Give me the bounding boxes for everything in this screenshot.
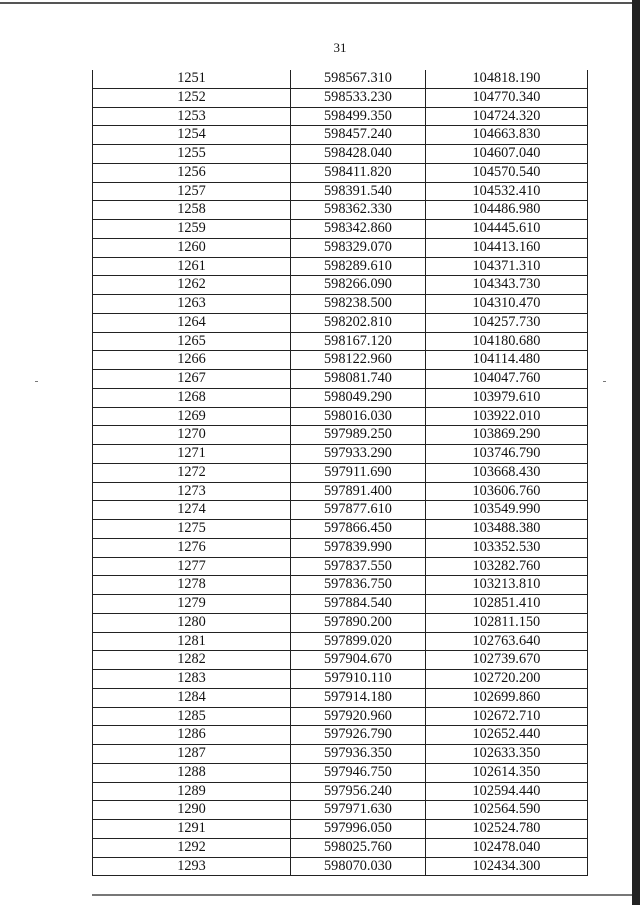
table-row xyxy=(93,670,588,689)
table-row xyxy=(93,201,588,220)
y-coordinate-cell: 104413.160 xyxy=(426,238,588,257)
point-number-cell: 1251 xyxy=(93,70,291,88)
table-row xyxy=(93,182,588,201)
point-number-cell: 1266 xyxy=(93,351,291,370)
point-number-cell: 1275 xyxy=(93,520,291,539)
x-coordinate-cell: 598167.120 xyxy=(291,332,426,351)
y-coordinate-cell: 103979.610 xyxy=(426,388,588,407)
x-coordinate-cell: 597899.020 xyxy=(291,632,426,651)
point-number-cell: 1262 xyxy=(93,276,291,295)
table-row xyxy=(93,407,588,426)
table-row xyxy=(93,126,588,145)
table-row xyxy=(93,88,588,107)
x-coordinate-cell: 597837.550 xyxy=(291,557,426,576)
y-coordinate-cell: 102564.590 xyxy=(426,801,588,820)
point-number-cell: 1268 xyxy=(93,388,291,407)
y-coordinate-cell: 102594.440 xyxy=(426,782,588,801)
table-row xyxy=(93,745,588,764)
point-number-cell: 1273 xyxy=(93,482,291,501)
y-coordinate-cell: 102851.410 xyxy=(426,595,588,614)
x-coordinate-cell: 598499.350 xyxy=(291,107,426,126)
x-coordinate-cell: 597884.540 xyxy=(291,595,426,614)
point-number-cell: 1285 xyxy=(93,707,291,726)
y-coordinate-cell: 104257.730 xyxy=(426,313,588,332)
table-row xyxy=(93,482,588,501)
scan-edge-top xyxy=(0,2,636,4)
y-coordinate-cell: 102720.200 xyxy=(426,670,588,689)
y-coordinate-cell: 103746.790 xyxy=(426,445,588,464)
scan-speck xyxy=(35,381,38,382)
x-coordinate-cell: 598070.030 xyxy=(291,857,426,876)
x-coordinate-cell: 598391.540 xyxy=(291,182,426,201)
y-coordinate-cell: 104770.340 xyxy=(426,88,588,107)
table-row xyxy=(93,257,588,276)
x-coordinate-cell: 597911.690 xyxy=(291,463,426,482)
x-coordinate-cell: 597971.630 xyxy=(291,801,426,820)
table-row xyxy=(93,426,588,445)
table-row xyxy=(93,313,588,332)
y-coordinate-cell: 104445.610 xyxy=(426,220,588,239)
x-coordinate-cell: 597926.790 xyxy=(291,726,426,745)
table-row xyxy=(93,295,588,314)
point-number-cell: 1255 xyxy=(93,145,291,164)
y-coordinate-cell: 102739.670 xyxy=(426,651,588,670)
y-coordinate-cell: 104180.680 xyxy=(426,332,588,351)
point-number-cell: 1267 xyxy=(93,370,291,389)
x-coordinate-cell: 597877.610 xyxy=(291,501,426,520)
table-row xyxy=(93,276,588,295)
point-number-cell: 1257 xyxy=(93,182,291,201)
y-coordinate-cell: 104570.540 xyxy=(426,163,588,182)
y-coordinate-cell: 104818.190 xyxy=(426,70,588,88)
point-number-cell: 1258 xyxy=(93,201,291,220)
y-coordinate-cell: 102524.780 xyxy=(426,820,588,839)
table-row xyxy=(93,820,588,839)
table-row xyxy=(93,445,588,464)
point-number-cell: 1279 xyxy=(93,595,291,614)
point-number-cell: 1289 xyxy=(93,782,291,801)
point-number-cell: 1256 xyxy=(93,163,291,182)
y-coordinate-cell: 104371.310 xyxy=(426,257,588,276)
y-coordinate-cell: 102652.440 xyxy=(426,726,588,745)
y-coordinate-cell: 102811.150 xyxy=(426,613,588,632)
x-coordinate-cell: 598362.330 xyxy=(291,201,426,220)
point-number-cell: 1293 xyxy=(93,857,291,876)
table-row xyxy=(93,576,588,595)
x-coordinate-cell: 598081.740 xyxy=(291,370,426,389)
point-number-cell: 1292 xyxy=(93,838,291,857)
table-row xyxy=(93,726,588,745)
table-row xyxy=(93,538,588,557)
x-coordinate-cell: 598025.760 xyxy=(291,838,426,857)
y-coordinate-cell: 103352.530 xyxy=(426,538,588,557)
x-coordinate-cell: 597956.240 xyxy=(291,782,426,801)
point-number-cell: 1272 xyxy=(93,463,291,482)
table-body xyxy=(93,70,588,876)
y-coordinate-cell: 104310.470 xyxy=(426,295,588,314)
table-row xyxy=(93,857,588,876)
y-coordinate-cell: 103922.010 xyxy=(426,407,588,426)
table-row xyxy=(93,332,588,351)
x-coordinate-cell: 597920.960 xyxy=(291,707,426,726)
table-row xyxy=(93,70,588,88)
point-number-cell: 1254 xyxy=(93,126,291,145)
x-coordinate-cell: 598202.810 xyxy=(291,313,426,332)
point-number-cell: 1264 xyxy=(93,313,291,332)
x-coordinate-cell: 598266.090 xyxy=(291,276,426,295)
point-number-cell: 1281 xyxy=(93,632,291,651)
table-row xyxy=(93,632,588,651)
point-number-cell: 1265 xyxy=(93,332,291,351)
point-number-cell: 1270 xyxy=(93,426,291,445)
y-coordinate-cell: 102633.350 xyxy=(426,745,588,764)
point-number-cell: 1261 xyxy=(93,257,291,276)
table-row xyxy=(93,163,588,182)
table-row xyxy=(93,351,588,370)
table-row xyxy=(93,707,588,726)
x-coordinate-cell: 598289.610 xyxy=(291,257,426,276)
point-number-cell: 1290 xyxy=(93,801,291,820)
x-coordinate-cell: 597866.450 xyxy=(291,520,426,539)
x-coordinate-cell: 598411.820 xyxy=(291,163,426,182)
y-coordinate-cell: 103606.760 xyxy=(426,482,588,501)
point-number-cell: 1288 xyxy=(93,763,291,782)
x-coordinate-cell: 598428.040 xyxy=(291,145,426,164)
y-coordinate-cell: 102478.040 xyxy=(426,838,588,857)
table-row xyxy=(93,688,588,707)
table-row xyxy=(93,557,588,576)
x-coordinate-cell: 598457.240 xyxy=(291,126,426,145)
table-row xyxy=(93,220,588,239)
x-coordinate-cell: 597946.750 xyxy=(291,763,426,782)
x-coordinate-cell: 597996.050 xyxy=(291,820,426,839)
table-row xyxy=(93,107,588,126)
x-coordinate-cell: 598567.310 xyxy=(291,70,426,88)
x-coordinate-cell: 597839.990 xyxy=(291,538,426,557)
table-row xyxy=(93,782,588,801)
y-coordinate-cell: 104343.730 xyxy=(426,276,588,295)
table-row xyxy=(93,238,588,257)
point-number-cell: 1286 xyxy=(93,726,291,745)
point-number-cell: 1278 xyxy=(93,576,291,595)
y-coordinate-cell: 104114.480 xyxy=(426,351,588,370)
x-coordinate-cell: 597904.670 xyxy=(291,651,426,670)
y-coordinate-cell: 104663.830 xyxy=(426,126,588,145)
point-number-cell: 1259 xyxy=(93,220,291,239)
point-number-cell: 1291 xyxy=(93,820,291,839)
coordinates-table xyxy=(92,70,588,876)
scan-edge-bottom xyxy=(92,894,632,896)
y-coordinate-cell: 102614.350 xyxy=(426,763,588,782)
table-row xyxy=(93,763,588,782)
y-coordinate-cell: 104486.980 xyxy=(426,201,588,220)
table-row xyxy=(93,520,588,539)
table-row xyxy=(93,388,588,407)
point-number-cell: 1280 xyxy=(93,613,291,632)
y-coordinate-cell: 103549.990 xyxy=(426,501,588,520)
y-coordinate-cell: 103213.810 xyxy=(426,576,588,595)
point-number-cell: 1260 xyxy=(93,238,291,257)
x-coordinate-cell: 597890.200 xyxy=(291,613,426,632)
table-row xyxy=(93,501,588,520)
x-coordinate-cell: 597891.400 xyxy=(291,482,426,501)
point-number-cell: 1287 xyxy=(93,745,291,764)
point-number-cell: 1277 xyxy=(93,557,291,576)
point-number-cell: 1283 xyxy=(93,670,291,689)
point-number-cell: 1252 xyxy=(93,88,291,107)
x-coordinate-cell: 598122.960 xyxy=(291,351,426,370)
point-number-cell: 1274 xyxy=(93,501,291,520)
y-coordinate-cell: 103488.380 xyxy=(426,520,588,539)
point-number-cell: 1253 xyxy=(93,107,291,126)
table-row xyxy=(93,651,588,670)
y-coordinate-cell: 102434.300 xyxy=(426,857,588,876)
table-row xyxy=(93,463,588,482)
y-coordinate-cell: 102763.640 xyxy=(426,632,588,651)
x-coordinate-cell: 598238.500 xyxy=(291,295,426,314)
x-coordinate-cell: 597914.180 xyxy=(291,688,426,707)
y-coordinate-cell: 103282.760 xyxy=(426,557,588,576)
y-coordinate-cell: 102672.710 xyxy=(426,707,588,726)
point-number-cell: 1271 xyxy=(93,445,291,464)
x-coordinate-cell: 598016.030 xyxy=(291,407,426,426)
x-coordinate-cell: 598533.230 xyxy=(291,88,426,107)
table-row xyxy=(93,370,588,389)
y-coordinate-cell: 104607.040 xyxy=(426,145,588,164)
x-coordinate-cell: 597836.750 xyxy=(291,576,426,595)
y-coordinate-cell: 102699.860 xyxy=(426,688,588,707)
x-coordinate-cell: 597933.290 xyxy=(291,445,426,464)
y-coordinate-cell: 104047.760 xyxy=(426,370,588,389)
x-coordinate-cell: 598342.860 xyxy=(291,220,426,239)
point-number-cell: 1284 xyxy=(93,688,291,707)
point-number-cell: 1276 xyxy=(93,538,291,557)
point-number-cell: 1282 xyxy=(93,651,291,670)
y-coordinate-cell: 104724.320 xyxy=(426,107,588,126)
x-coordinate-cell: 598049.290 xyxy=(291,388,426,407)
table-row xyxy=(93,145,588,164)
x-coordinate-cell: 597910.110 xyxy=(291,670,426,689)
point-number-cell: 1263 xyxy=(93,295,291,314)
x-coordinate-cell: 597989.250 xyxy=(291,426,426,445)
x-coordinate-cell: 598329.070 xyxy=(291,238,426,257)
x-coordinate-cell: 597936.350 xyxy=(291,745,426,764)
table-row xyxy=(93,613,588,632)
y-coordinate-cell: 103668.430 xyxy=(426,463,588,482)
scan-speck xyxy=(603,381,606,382)
point-number-cell: 1269 xyxy=(93,407,291,426)
table-row xyxy=(93,801,588,820)
table-row xyxy=(93,595,588,614)
scan-edge-right xyxy=(632,0,640,905)
y-coordinate-cell: 103869.290 xyxy=(426,426,588,445)
page-number: 31 xyxy=(333,40,347,55)
y-coordinate-cell: 104532.410 xyxy=(426,182,588,201)
table-row xyxy=(93,838,588,857)
